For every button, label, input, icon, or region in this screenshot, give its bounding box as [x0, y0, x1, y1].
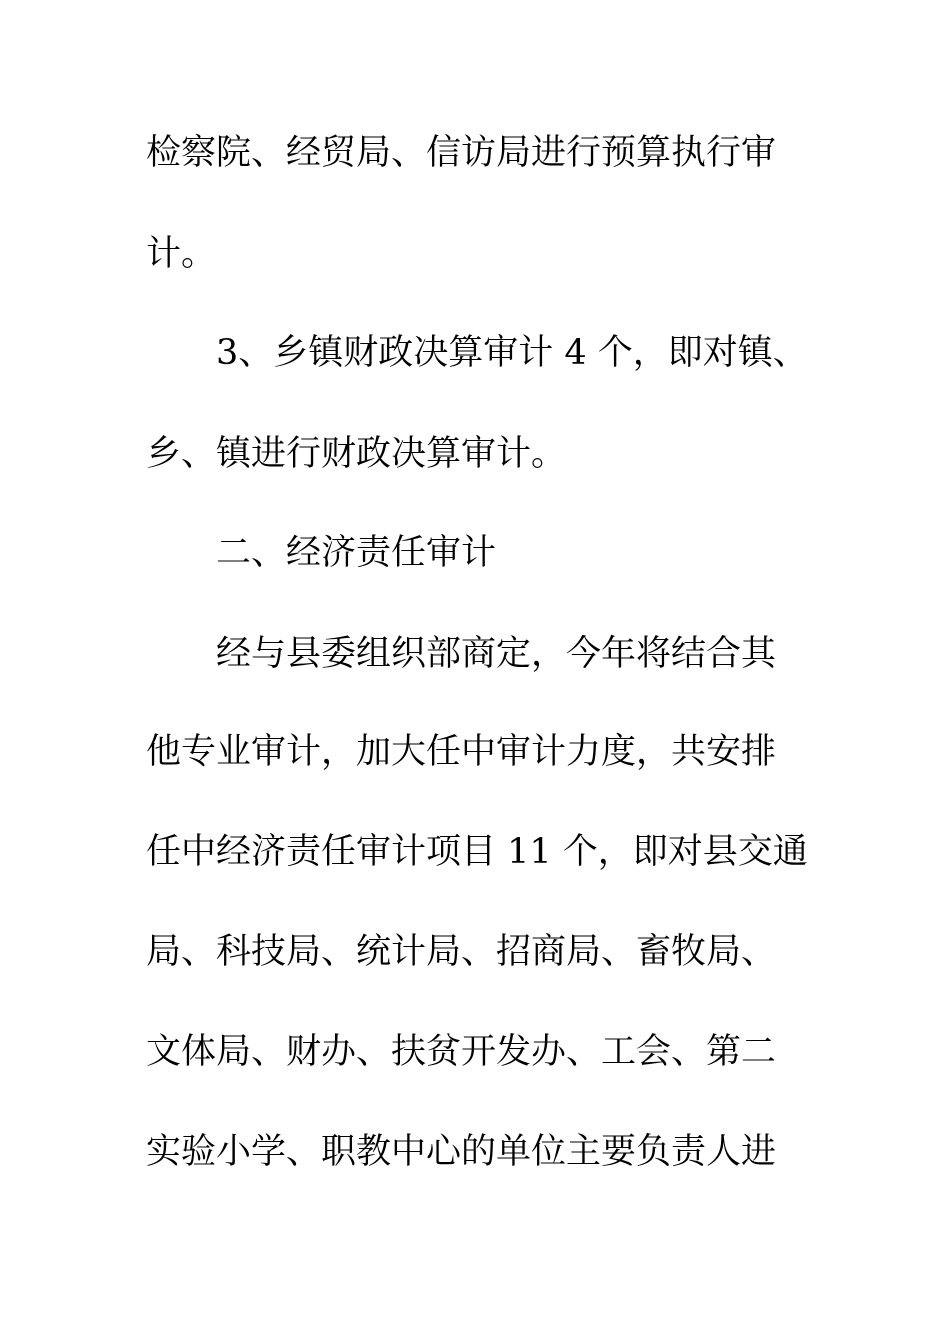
text-line-9: 局、科技局、统计局、招商局、畜牧局、: [146, 932, 777, 972]
text-line-11: 实验小学、职教中心的单位主要负责人进: [146, 1132, 777, 1172]
text-line-1: 检察院、经贸局、信访局进行预算执行审: [146, 133, 777, 173]
text-line-8: 任中经济责任审计项目 11 个，即对县交通: [146, 832, 808, 872]
text-line-2: 计。: [146, 234, 217, 274]
text-line-4: 乡、镇进行财政决算审计。: [146, 434, 567, 474]
text-line-6: 经与县委组织部商定，今年将结合其: [216, 634, 777, 674]
text-line-10: 文体局、财办、扶贫开发办、工会、第二: [146, 1032, 777, 1072]
text-line-3: 3、乡镇财政决算审计 4 个，即对镇、: [216, 333, 808, 373]
text-line-7: 他专业审计，加大任中审计力度，共安排: [146, 732, 777, 772]
section-heading: 二、经济责任审计: [216, 533, 497, 573]
